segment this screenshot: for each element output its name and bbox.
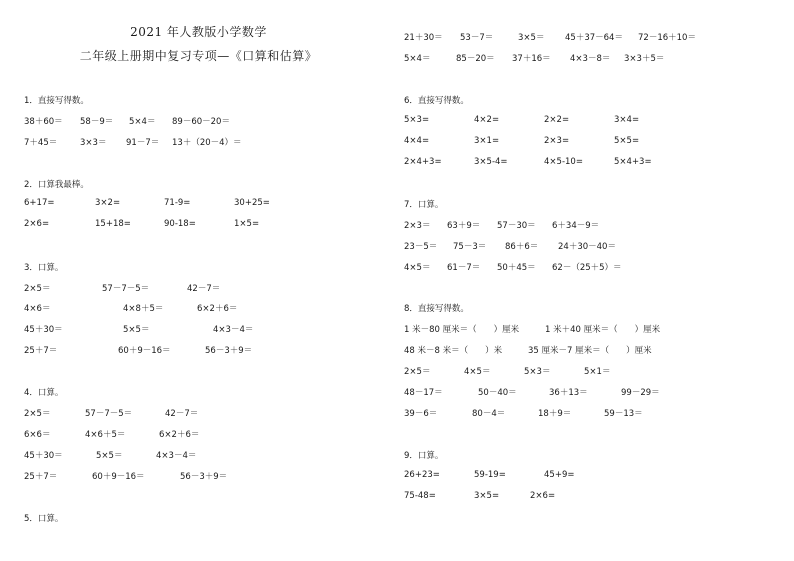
problem: 45＋37－64＝ — [565, 33, 623, 43]
problem: 42－7＝ — [165, 409, 199, 419]
problem: 63＋9＝ — [447, 221, 481, 231]
problem: 3×4= — [614, 115, 640, 125]
section-5-heading: 5．口算。 — [24, 514, 64, 524]
problem: 3×5＝ — [518, 33, 545, 43]
problem: 4×6＝ — [24, 304, 51, 314]
problem: 75-48= — [404, 491, 436, 501]
problem: 50－40＝ — [478, 388, 517, 398]
problem: 80－4＝ — [472, 409, 506, 419]
problem: 25＋7＝ — [24, 346, 58, 356]
problem: 4×3－8＝ — [570, 54, 611, 64]
problem: 1 米＋40 厘米＝（ ）厘米 — [545, 325, 661, 335]
problem: 60＋9－16＝ — [118, 346, 171, 356]
section-8-heading: 8．直接写得数。 — [404, 304, 469, 314]
problem: 2×6= — [24, 219, 50, 229]
problem: 2×5＝ — [404, 367, 431, 377]
problem: 42－7＝ — [187, 284, 221, 294]
problem: 36＋13＝ — [549, 388, 588, 398]
problem: 21＋30＝ — [404, 33, 443, 43]
problem: 2×6= — [530, 491, 556, 501]
problem: 3×2= — [95, 198, 121, 208]
problem: 59－13＝ — [604, 409, 643, 419]
problem: 3×3＋5＝ — [624, 54, 665, 64]
problem: 2×3= — [544, 136, 570, 146]
problem: 13＋（20－4）＝ — [172, 138, 242, 148]
problem: 7＋45＝ — [24, 138, 58, 148]
problem: 6×6＝ — [24, 430, 51, 440]
problem: 45＋30＝ — [24, 325, 63, 335]
problem: 30+25= — [234, 198, 270, 208]
problem: 86＋6＝ — [505, 242, 539, 252]
problem: 48－17＝ — [404, 388, 443, 398]
problem: 24＋30－40＝ — [558, 242, 616, 252]
problem: 35 厘米－7 厘米＝（ ）厘米 — [528, 346, 652, 356]
problem: 3×1= — [474, 136, 500, 146]
problem: 1 米－80 厘米＝（ ）厘米 — [404, 325, 520, 335]
problem: 4×2= — [474, 115, 500, 125]
problem: 90-18= — [164, 219, 196, 229]
problem: 57－7－5＝ — [102, 284, 150, 294]
problem: 72－16＋10＝ — [638, 33, 696, 43]
problem: 99－29＝ — [621, 388, 660, 398]
problem: 6×2＋6＝ — [197, 304, 238, 314]
problem: 4×3－4＝ — [213, 325, 254, 335]
problem: 2×3＝ — [404, 221, 431, 231]
problem: 2×2= — [544, 115, 570, 125]
problem: 4×5-10= — [544, 157, 583, 167]
problem: 4×4= — [404, 136, 430, 146]
problem: 4×5＝ — [404, 263, 431, 273]
problem: 2×5＝ — [24, 284, 51, 294]
problem: 37＋16＝ — [512, 54, 551, 64]
problem: 3×5= — [474, 491, 500, 501]
problem: 6＋34－9＝ — [552, 221, 600, 231]
problem: 45+9= — [544, 470, 575, 480]
problem: 2×5＝ — [24, 409, 51, 419]
problem: 4×3－4＝ — [156, 451, 197, 461]
problem: 48 米－8 米＝（ ）米 — [404, 346, 503, 356]
problem: 58－9＝ — [80, 117, 114, 127]
problem: 2×4+3= — [404, 157, 442, 167]
problem: 71-9= — [164, 198, 191, 208]
problem: 38＋60＝ — [24, 117, 63, 127]
problem: 53－7＝ — [460, 33, 494, 43]
page-title: 2021 年人教版小学数学 — [130, 25, 267, 39]
problem: 85－20＝ — [456, 54, 495, 64]
problem: 5×5= — [614, 136, 640, 146]
problem: 5×3= — [404, 115, 430, 125]
problem: 57－7－5＝ — [85, 409, 133, 419]
problem: 5×4＝ — [404, 54, 431, 64]
problem: 5×5＝ — [96, 451, 123, 461]
problem: 4×8＋5＝ — [123, 304, 164, 314]
problem: 5×1＝ — [584, 367, 611, 377]
problem: 45＋30＝ — [24, 451, 63, 461]
section-7-heading: 7．口算。 — [404, 200, 444, 210]
problem: 57－30＝ — [497, 221, 536, 231]
section-9-heading: 9．口算。 — [404, 451, 444, 461]
problem: 3×3＝ — [80, 138, 107, 148]
section-4-heading: 4．口算。 — [24, 388, 64, 398]
problem: 39－6＝ — [404, 409, 438, 419]
problem: 56－3＋9＝ — [205, 346, 253, 356]
section-6-heading: 6．直接写得数。 — [404, 96, 469, 106]
problem: 91－7＝ — [126, 138, 160, 148]
problem: 59-19= — [474, 470, 506, 480]
problem: 5×5＝ — [123, 325, 150, 335]
problem: 50＋45＝ — [497, 263, 536, 273]
problem: 6×2＋6＝ — [159, 430, 200, 440]
section-3-heading: 3．口算。 — [24, 263, 64, 273]
problem: 15+18= — [95, 219, 131, 229]
problem: 23－5＝ — [404, 242, 438, 252]
problem: 4×6＋5＝ — [85, 430, 126, 440]
problem: 5×3＝ — [524, 367, 551, 377]
section-1-heading: 1．直接写得数。 — [24, 96, 89, 106]
problem: 4×5＝ — [464, 367, 491, 377]
problem: 5×4＝ — [129, 117, 156, 127]
problem: 3×5-4= — [474, 157, 508, 167]
problem: 89－60－20＝ — [172, 117, 230, 127]
problem: 75－3＝ — [453, 242, 487, 252]
section-2-heading: 2．口算我最棒。 — [24, 180, 89, 190]
problem: 61－7＝ — [447, 263, 481, 273]
problem: 26+23= — [404, 470, 440, 480]
problem: 18＋9＝ — [538, 409, 572, 419]
page-subtitle: 二年级上册期中复习专项—《口算和估算》 — [79, 49, 318, 63]
problem: 5×4+3= — [614, 157, 652, 167]
problem: 56－3＋9＝ — [180, 472, 228, 482]
problem: 6+17= — [24, 198, 55, 208]
problem: 1×5= — [234, 219, 260, 229]
problem: 60＋9－16＝ — [92, 472, 145, 482]
problem: 62－（25＋5）＝ — [552, 263, 622, 273]
problem: 25＋7＝ — [24, 472, 58, 482]
